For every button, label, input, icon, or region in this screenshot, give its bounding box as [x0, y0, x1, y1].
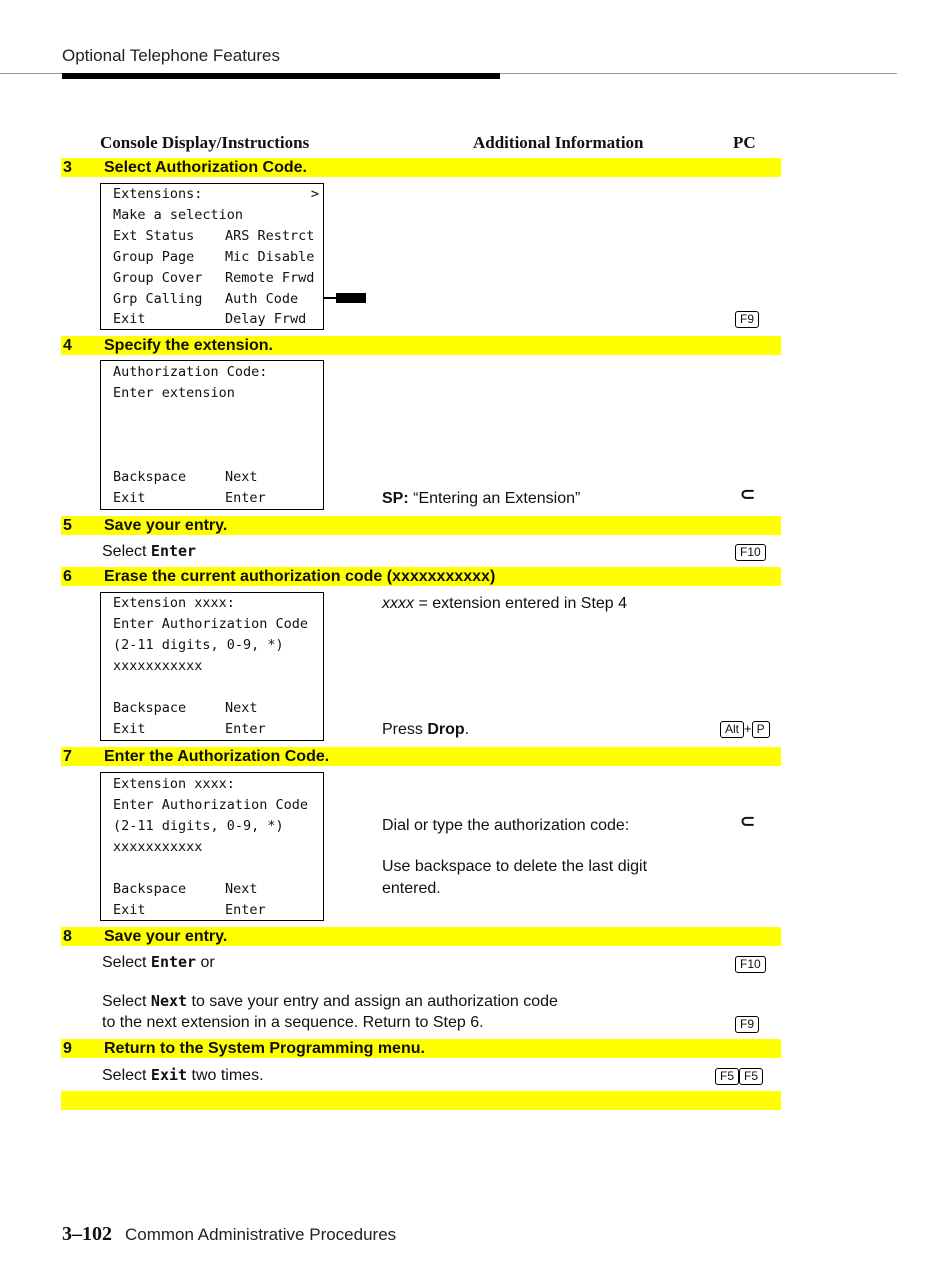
step-title: Erase the current authorization code (xxxxxxxxxxx) — [104, 568, 496, 585]
footer-title: Common Administrative Procedures — [125, 1225, 397, 1244]
period: . — [464, 721, 470, 738]
step-number: 4 — [63, 337, 72, 354]
press-word: Press — [382, 721, 428, 738]
more-arrow-icon[interactable]: > — [310, 186, 319, 202]
plus: + — [744, 721, 752, 736]
instruction-text — [102, 1066, 264, 1085]
pointer-arrow-icon — [336, 293, 366, 303]
f10-key-icon: F10 — [735, 956, 766, 973]
screen-line: (2-11 digits, 0-9, *) — [113, 818, 284, 834]
info-text — [382, 490, 580, 508]
softkey-exit[interactable]: Exit — [113, 721, 146, 737]
step-number: 5 — [63, 517, 72, 534]
step-number: 9 — [63, 1040, 72, 1057]
screen-line: Extension xxxx: — [113, 595, 235, 611]
enter-command: Enter — [150, 542, 197, 560]
f10-key-icon: F10 — [735, 544, 766, 561]
select-word: Select — [102, 993, 151, 1010]
menu-mic-disable[interactable]: Mic Disable — [225, 249, 315, 265]
f5-key-icon: F5 — [715, 1068, 739, 1085]
softkey-next[interactable]: Next — [225, 700, 258, 716]
pc-key — [735, 544, 766, 561]
step-title: Enter the Authorization Code. — [104, 748, 330, 765]
select-word: Select — [102, 543, 151, 560]
menu-group-cover[interactable]: Group Cover — [113, 270, 203, 286]
step-number: 6 — [63, 568, 72, 585]
softkey-enter[interactable]: Enter — [225, 721, 266, 737]
softkey-exit[interactable]: Exit — [113, 490, 146, 506]
instruction-rest: to save your entry and assign an authorization code — [187, 993, 558, 1010]
page-number: 3–102 — [62, 1223, 112, 1245]
softkey-next[interactable]: Next — [225, 881, 258, 897]
screen-line: Extensions: — [113, 186, 203, 202]
pc-keys — [720, 721, 770, 738]
drop-icon: ⊂ — [740, 811, 756, 831]
menu-remote-frwd[interactable]: Remote Frwd — [225, 270, 315, 286]
p-key-icon: P — [752, 721, 770, 738]
softkey-next[interactable]: Next — [225, 469, 258, 485]
step-title: Select Authorization Code. — [104, 159, 307, 176]
step-title: Save your entry. — [104, 517, 228, 534]
menu-grp-calling[interactable]: Grp Calling — [113, 291, 203, 307]
softkey-enter[interactable]: Enter — [225, 490, 266, 506]
select-word: Select — [102, 954, 151, 971]
instruction-text — [102, 992, 558, 1011]
f9-key-icon: F9 — [735, 1016, 759, 1033]
instruction-rest: two times. — [187, 1067, 264, 1084]
drop-icon: ⊂ — [740, 484, 756, 504]
info-text: Use backspace to delete the last digit — [382, 858, 648, 875]
console-screen-menu — [100, 183, 324, 330]
step-5-band — [61, 516, 781, 535]
or-word: or — [196, 954, 215, 971]
pc-key — [735, 311, 759, 328]
softkey-backspace[interactable]: Backspace — [113, 469, 187, 485]
pc-key — [735, 956, 766, 973]
info-text — [382, 595, 627, 613]
info-bold: SP: — [382, 490, 409, 507]
next-command: Next — [150, 992, 188, 1010]
menu-ext-status[interactable]: Ext Status — [113, 228, 195, 244]
instruction-text: to the next extension in a sequence. Return to Step 6. — [102, 1014, 484, 1031]
console-screen-extension — [100, 360, 324, 510]
pc-keys — [715, 1068, 763, 1085]
screen-code-value: xxxxxxxxxxx — [113, 839, 203, 855]
console-screen-enter-code — [100, 772, 324, 921]
step-title: Save your entry. — [104, 928, 228, 945]
drop-word: Drop — [427, 721, 465, 738]
pointer-line — [324, 297, 336, 299]
step-8-band — [61, 927, 781, 946]
softkey-backspace[interactable]: Backspace — [113, 881, 187, 897]
pc-key — [735, 1016, 759, 1033]
step-9-band — [61, 1039, 781, 1058]
screen-line: (2-11 digits, 0-9, *) — [113, 637, 284, 653]
column-heading-additional: Additional Information — [473, 133, 644, 152]
column-heading-pc: PC — [733, 133, 756, 152]
softkey-enter[interactable]: Enter — [225, 902, 266, 918]
screen-line: Extension xxxx: — [113, 776, 235, 792]
step-4-band — [61, 336, 781, 355]
info-rest: “Entering an Extension” — [408, 490, 581, 507]
step-number: 8 — [63, 928, 72, 945]
screen-line: Enter extension — [113, 385, 235, 401]
step-number: 3 — [63, 159, 72, 176]
step-title: Specify the extension. — [104, 337, 273, 354]
step-number: 7 — [63, 748, 72, 765]
press-drop-text — [382, 721, 469, 739]
f9-key-icon: F9 — [735, 311, 759, 328]
info-text: Dial or type the authorization code: — [382, 817, 630, 834]
screen-line: Make a selection — [113, 207, 244, 223]
softkey-backspace[interactable]: Backspace — [113, 700, 187, 716]
info-italic: xxxx — [382, 595, 414, 612]
screen-code-value: xxxxxxxxxxx — [113, 658, 203, 674]
instruction-text — [102, 542, 196, 561]
screen-line: Enter Authorization Code — [113, 797, 309, 813]
column-heading-console: Console Display/Instructions — [100, 133, 310, 152]
select-word: Select — [102, 1067, 151, 1084]
f5-key-icon: F5 — [739, 1068, 763, 1085]
menu-auth-code[interactable]: Auth Code — [225, 291, 299, 307]
exit-command: Exit — [150, 1066, 188, 1084]
menu-exit[interactable]: Exit — [113, 311, 146, 327]
console-screen-erase — [100, 592, 324, 741]
menu-group-page[interactable]: Group Page — [113, 249, 195, 265]
step-3-band — [61, 158, 781, 177]
instruction-text — [102, 953, 215, 972]
alt-key-icon: Alt — [720, 721, 744, 738]
header-thick-rule — [62, 73, 500, 79]
info-rest: = extension entered in Step 4 — [414, 595, 628, 612]
step-7-band — [61, 747, 781, 766]
screen-line: Authorization Code: — [113, 364, 268, 380]
menu-ars-restrct[interactable]: ARS Restrct — [225, 228, 315, 244]
menu-delay-frwd[interactable]: Delay Frwd — [225, 311, 307, 327]
softkey-exit[interactable]: Exit — [113, 902, 146, 918]
step-title: Return to the System Programming menu. — [104, 1040, 425, 1057]
screen-line: Enter Authorization Code — [113, 616, 309, 632]
enter-command: Enter — [150, 953, 197, 971]
running-header: Optional Telephone Features — [62, 46, 281, 65]
closing-band — [61, 1091, 781, 1110]
step-6-band — [61, 567, 781, 586]
info-text: entered. — [382, 880, 441, 897]
